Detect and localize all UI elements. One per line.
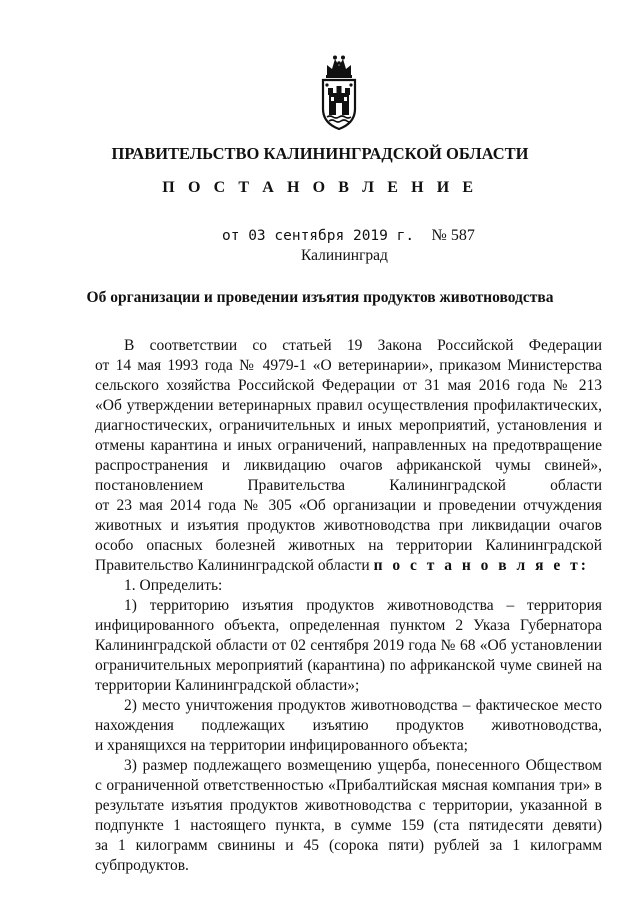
body-line: «Об утверждении ветеринарных правил осуществления профилактических, xyxy=(95,397,602,414)
date-value: 03 сентября 2019 г. xyxy=(248,228,415,244)
body-line: особо опасных болезней животных на территории Калининградской xyxy=(95,537,602,554)
coat-of-arms-emblem xyxy=(318,53,360,131)
body-line: отмены карантина и иных ограничений, направленных на предотвращение xyxy=(95,437,602,454)
body-line: инфицированного объекта, определенная пунктом 2 Указа Губернатора xyxy=(95,617,602,634)
body-line: от 14 мая 1993 года № 4979-1 «О ветеринарии», приказом Министерства xyxy=(95,357,602,374)
body-line: и хранящихся на территории инфицированного объекта; xyxy=(95,737,468,754)
body-line: с ограниченной ответственностью «Прибалтийская мясная компания три» в xyxy=(95,777,602,794)
body-line: диагностических, ограничительных и иных мероприятий, установления и xyxy=(95,417,602,434)
body-line: 2) место уничтожения продуктов животноводства – фактическое место xyxy=(124,697,602,714)
document-number: № 587 xyxy=(431,227,475,244)
body-line: нахождения подлежащих изъятию продуктов животноводства, xyxy=(95,717,602,734)
body-line: 1) территорию изъятия продуктов животноводства – территория xyxy=(124,597,602,614)
document-date xyxy=(222,227,475,245)
date-prefix: от xyxy=(222,228,240,244)
body-line: ограничительных мероприятий (карантина) по африканской чуме свиней на xyxy=(95,657,602,674)
resolves-line xyxy=(95,556,602,576)
document-body xyxy=(95,336,602,876)
resolves-word: п о с т а н о в л я е т: xyxy=(373,557,589,574)
body-line: В соответствии со статьей 19 Закона Российской Федерации xyxy=(124,337,602,354)
body-line: распространения и ликвидацию очагов африканской чумы свиней», xyxy=(95,457,602,474)
body-line: субпродуктов. xyxy=(95,857,189,874)
document-city: Калининград xyxy=(301,247,388,264)
body-line: животных и изъятия продуктов животноводства при ликвидации очагов xyxy=(95,517,602,534)
resolves-prefix: Правительство Калининградской области xyxy=(95,557,370,574)
body-line: подпункте 1 настоящего пункта, в сумме 159 (ста пятидесяти девяти) xyxy=(95,817,602,834)
body-line: постановлением Правительства Калининградской области xyxy=(95,477,602,494)
document-subject: Об организации и проведении изъятия продуктов животноводства xyxy=(86,289,554,306)
body-line: результате изъятия продуктов животноводства с территории, указанной в xyxy=(95,797,602,814)
body-line: территории Калининградской области»; xyxy=(95,677,360,694)
body-line: от 23 мая 2014 года № 305 «Об организации и проведении отчуждения xyxy=(95,497,602,514)
item-1: 1. Определить: xyxy=(124,577,223,594)
document-type: П О С Т А Н О В Л Е Н И Е xyxy=(162,179,478,196)
body-line: за 1 килограмм свинины и 45 (сорока пяти) рублей за 1 килограмм xyxy=(95,837,602,854)
body-line: Калининградской области от 02 сентября 2019 года № 68 «Об установлении xyxy=(95,637,602,654)
body-line: 3) размер подлежащего возмещению ущерба, понесенного Обществом xyxy=(124,757,602,774)
government-title: ПРАВИТЕЛЬСТВО КАЛИНИНГРАДСКОЙ ОБЛАСТИ xyxy=(111,144,529,163)
body-line: сельского хозяйства Российской Федерации от 31 мая 2016 года № 213 xyxy=(95,377,602,394)
